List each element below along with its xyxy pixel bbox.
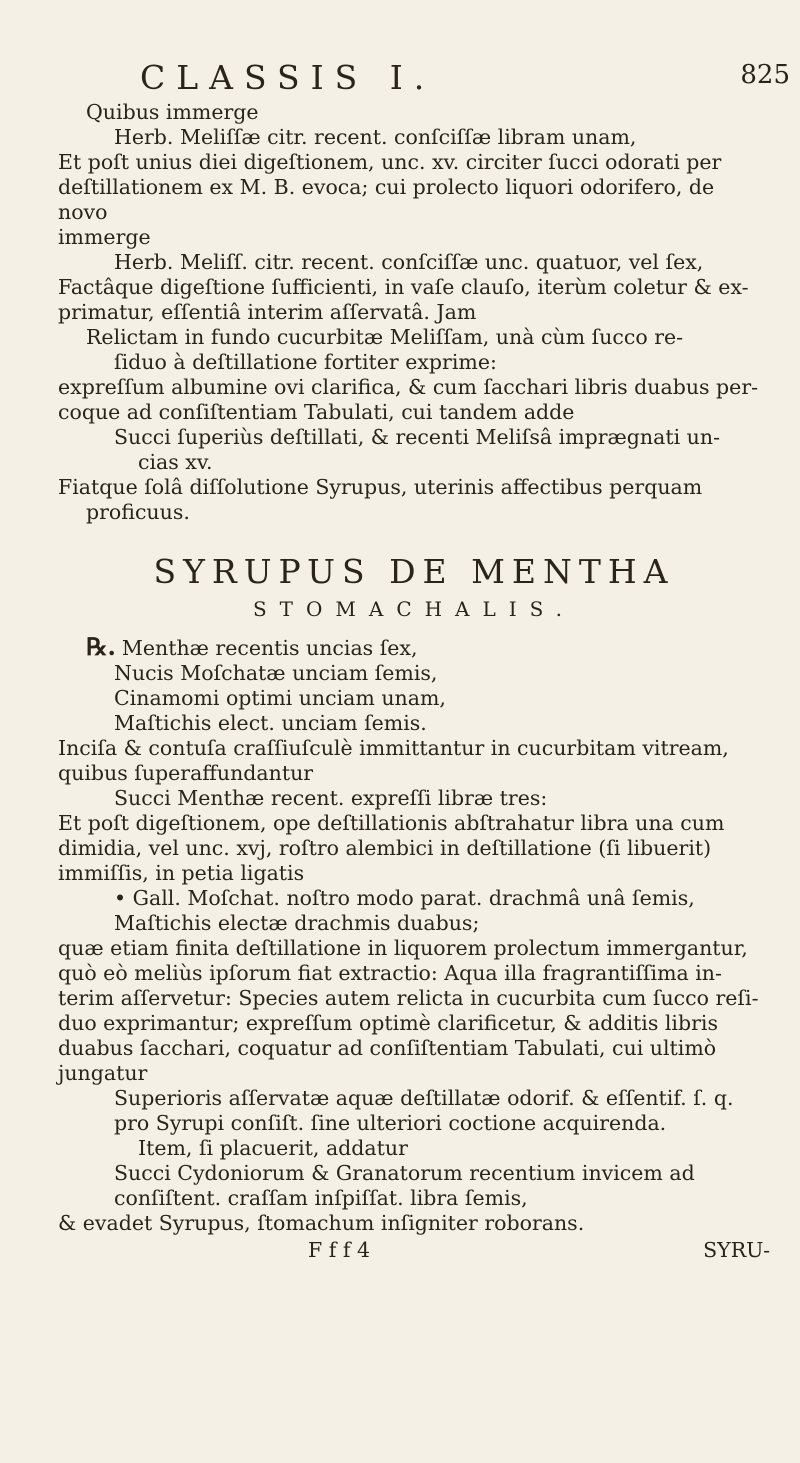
text-line: Relictam in fundo cucurbitæ Meliſſam, unà cùm ſucco re-: [86, 325, 684, 349]
page-number: 825: [740, 60, 790, 90]
text-line: pro Syrupi conſiſt. ſine ulteriori coctione acquirenda.: [114, 1111, 667, 1135]
text-line: Maſtichis electæ drachmis duabus;: [114, 911, 480, 935]
text-line: immiſſis, in petia ligatis: [58, 861, 305, 885]
text-line: & evadet Syrupus, ſtomachum inſigniter roborans.: [58, 1211, 585, 1235]
text-line: Inciſa & contuſa craſſiuſculè immittantur in cucurbitam vitream,: [58, 736, 729, 760]
text-line: Succi Cydoniorum & Granatorum recentium invicem ad: [114, 1161, 695, 1185]
text-line: Quibus immerge: [86, 100, 259, 124]
text-line: [58, 634, 770, 661]
text-line: immerge: [58, 225, 151, 249]
text-line: jungatur: [58, 1061, 148, 1085]
text-line: Succi Menthæ recent. expreſſi libræ tres:: [114, 786, 548, 810]
text-line: Cinamomi optimi unciam unam,: [114, 686, 446, 710]
text-line: quæ etiam finita deſtillatione in liquorem prolectum immergantur,: [58, 936, 748, 960]
text-line: duo exprimantur; expreſſum optimè clarificetur, & additis libris: [58, 1011, 718, 1035]
text-line: dimidia, vel unc. xvj, roſtro alembici in deſtillatione (ſi libuerit): [58, 836, 712, 860]
text-line: Herb. Meliſſæ citr. recent. conſciſſæ libram unam,: [114, 125, 637, 149]
text-line: cias xv.: [138, 450, 213, 474]
catchword: SYRU-: [703, 1238, 770, 1262]
text-line: Factâque digeſtione ſufficienti, in vaſe clauſo, iterùm coletur & ex-: [58, 275, 749, 299]
text-line: ſiduo à deſtillatione fortiter exprime:: [114, 350, 497, 374]
section-subheading: STOMACHALIS.: [252, 597, 576, 621]
text-line: Maſtichis elect. unciam ſemis.: [114, 711, 427, 735]
text-line: conſiſtent. craſſam inſpiſſat. libra ſemis,: [114, 1186, 528, 1210]
text-line: quibus ſuperaffundantur: [58, 761, 314, 785]
text-line: Nucis Moſchatæ unciam ſemis,: [114, 661, 438, 685]
text-line: Menthæ recentis uncias ſex,: [121, 636, 418, 660]
text-line: coque ad conſiſtentiam Tabulati, cui tandem adde: [58, 400, 575, 424]
text-line: duabus ſacchari, coquatur ad conſiſtentiam Tabulati, cui ultimò: [58, 1036, 717, 1060]
text-line: Succi ſuperiùs deſtillati, & recenti Meliſsâ imprægnati un-: [114, 425, 721, 449]
page-text: [58, 100, 770, 1264]
text-line: Fiatque ſolâ diſſolutione Syrupus, uterinis affectibus perquam: [58, 475, 703, 499]
text-line: Et poſt digeſtionem, ope deſtillationis abſtrahatur libra una cum: [58, 811, 725, 835]
page-footer: [58, 1238, 770, 1264]
running-title: CLASSIS I.: [140, 58, 436, 97]
text-line: terim aſſervetur: Species autem relicta in cucurbita cum ſucco reſi-: [58, 986, 759, 1010]
text-line: Item, ſi placuerit, addatur: [138, 1136, 408, 1160]
text-line: deſtillationem ex M. B. evoca; cui prolecto liquori odorifero, de novo: [58, 175, 715, 224]
section-heading: SYRUPUS DE MENTHA: [153, 552, 675, 591]
signature-mark: F f f 4: [308, 1238, 370, 1262]
text-line: primatur, eſſentiâ interim aſſervatâ. Jam: [58, 300, 477, 324]
text-line: Et poſt unius diei digeſtionem, unc. xv. circiter ſucci odorati per: [58, 150, 722, 174]
running-header: [0, 58, 800, 98]
text-line: • Gall. Moſchat. noſtro modo parat. drachmâ unâ ſemis,: [114, 886, 695, 910]
text-line: Herb. Meliſſ. citr. recent. conſciſſæ unc. quatuor, vel ſex,: [114, 250, 704, 274]
recipe-symbol: ℞.: [86, 632, 116, 661]
text-line: expreſſum albumine ovi clarifica, & cum ſacchari libris duabus per-: [58, 375, 759, 399]
text-line: quò eò meliùs ipſorum fiat extractio: Aqua illa fragrantiſſima in-: [58, 961, 722, 985]
text-line: proficuus.: [86, 500, 190, 524]
text-line: Superioris aſſervatæ aquæ deſtillatæ odorif. & eſſentif. ſ. q.: [114, 1086, 734, 1110]
